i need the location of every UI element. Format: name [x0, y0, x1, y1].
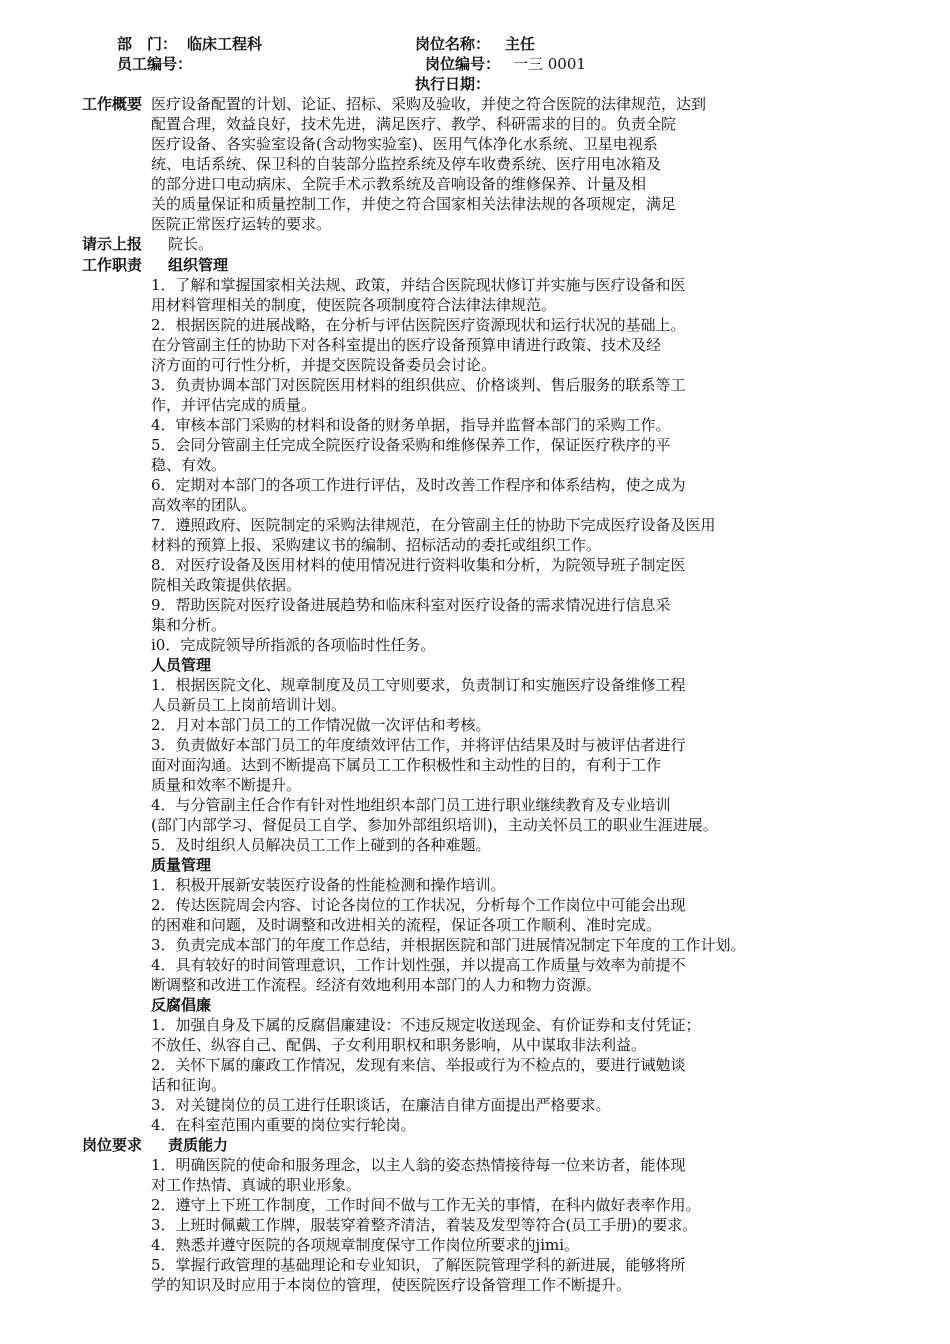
text-line: 医疗设备、各实验室设备(含动物实验室)、医用气体净化水系统、卫星电视系: [151, 135, 658, 153]
text-line: 材料的预算上报、采购建议书的编制、招标活动的委托或组织工作。: [151, 536, 602, 554]
ability-title: 责质能力: [168, 1136, 229, 1154]
text-line: 医院正常医疗运转的要求。: [151, 215, 332, 233]
text-line: 关的质量保证和质量控制工作，并使之符合国家相关法律法规的各项规定，满足: [151, 195, 677, 213]
text-line: 对工作热情、真诚的职业形象。: [151, 1176, 362, 1194]
post-no-label: 岗位编号：: [425, 55, 501, 73]
text-line: 7．遵照政府、医院制定的采购法律规范，在分管副主任的协助下完成医疗设备及医用: [151, 516, 716, 534]
text-line: 2．关怀下属的廉政工作情况，发现有来信、举报或行为不检点的，要进行诫勉谈: [151, 1056, 686, 1074]
text-line: 用材料管理相关的制度，使医院各项制度符合法律法律规范。: [151, 296, 557, 314]
text-line: 3．负责完成本部门的年度工作总结，并根据医院和部门进展情况制定下年度的工作计划。: [151, 936, 746, 954]
text-line: 的困难和问题，及时调整和改进相关的流程，保证各项工作顺利、准时完成。: [151, 916, 662, 934]
text-line: 3．负责做好本部门员工的年度绩效评估工作，并将评估结果及时与被评估者进行: [151, 736, 686, 754]
text-line: 面对面沟通。达到不断提高下属员工工作积极性和主动性的目的，有利于工作: [151, 756, 662, 774]
text-line: i0．完成院领导所指派的各项临时性任务。: [151, 636, 436, 654]
text-line: 话和征询。: [151, 1076, 227, 1094]
report-label: 请示上报: [82, 235, 143, 253]
text-line: 4．在科室范围内重要的岗位实行轮岗。: [151, 1116, 416, 1134]
text-line: 2．月对本部门员工的工作情况做一次评估和考核。: [151, 716, 491, 734]
text-line: 6．定期对本部门的各项工作进行评估，及时改善工作程序和体系结构，使之成为: [151, 476, 686, 494]
duties-label: 工作职责: [82, 256, 143, 274]
staff-title: 人员管理: [151, 656, 212, 674]
text-line: 配置合理，效益良好，技术先进，满足医疗、教学、科研需求的目的。负责全院: [151, 115, 677, 133]
text-line: 集和分析。: [151, 616, 227, 634]
text-line: 统、电话系统、保卫科的自装部分监控系统及停车收费系统、医疗用电冰箱及: [151, 155, 662, 173]
text-line: 不放任、纵容自己、配偶、子女利用职权和职务影响，从中谋取非法利益。: [151, 1036, 647, 1054]
report-value: 院长。: [168, 235, 214, 253]
text-line: (部门内部学习、督促员工自学、参加外部组织培训)，主动关怀员工的职业生涯进展。: [151, 816, 718, 834]
text-line: 2．传达医院周会内容、讨论各岗位的工作状况，分析每个工作岗位中可能会出现: [151, 896, 686, 914]
text-line: 4．具有较好的时间管理意识，工作计划性强，并以提高工作质量与效率为前提不: [151, 956, 686, 974]
text-line: 5．会同分管副主任完成全院医疗设备采购和维修保养工作，保证医疗秩序的平: [151, 436, 671, 454]
anti-title: 反腐倡廉: [151, 996, 212, 1014]
text-line: 9．帮助医院对医疗设备进展趋势和临床科室对医疗设备的需求情况进行信息采: [151, 596, 671, 614]
text-line: 医疗设备配置的计划、论证、招标、采购及验收，并使之符合医院的法律规范，达到: [151, 95, 707, 113]
text-line: 1．根据医院文化、规章制度及员工守则要求，负责制订和实施医疗设备维修工程: [151, 676, 686, 694]
dept-label: 部 门：: [117, 35, 178, 53]
employee-no-label: 员工编号：: [117, 55, 193, 73]
exec-date-label: 执行日期：: [415, 75, 491, 93]
text-line: 质量和效率不断提升。: [151, 776, 302, 794]
org-title: 组织管理: [168, 256, 229, 274]
text-line: 2．根据医院的进展战略，在分析与评估医院医疗资源现状和运行状况的基础上。: [151, 316, 686, 334]
text-line: 4．熟悉并遵守医院的各项规章制度保守工作岗位所要求的jimi。: [151, 1236, 580, 1254]
text-line: 济方面的可行性分析，并提交医院设备委员会讨论。: [151, 356, 497, 374]
post-no-value: 一三 0001: [513, 55, 586, 73]
dept-value: 临床工程科: [187, 35, 263, 53]
text-line: 1．了解和掌握国家相关法规、政策，并结合医院现状修订并实施与医疗设备和医: [151, 276, 686, 294]
quality-title: 质量管理: [151, 856, 212, 874]
overview-label: 工作概要: [82, 95, 143, 113]
text-line: 1．积极开展新安装医疗设备的性能检测和操作培训。: [151, 876, 506, 894]
text-line: 3．对关键岗位的员工进行任职谈话，在廉洁自律方面提出严格要求。: [151, 1096, 611, 1114]
text-line: 5．及时组织人员解决员工工作上碰到的各种难题。: [151, 836, 491, 854]
text-line: 人员新员工上岗前培训计划。: [151, 696, 347, 714]
text-line: 1．加强自身及下属的反腐倡廉建设：不违反规定收送现金、有价证券和支付凭证；: [151, 1016, 701, 1034]
text-line: 1．明确医院的使命和服务理念，以主人翁的姿态热情接待每一位来访者，能体现: [151, 1156, 686, 1174]
text-line: 学的知识及时应用于本岗位的管理，使医院医疗设备管理工作不断提升。: [151, 1276, 632, 1294]
post-name-value: 主任: [505, 35, 536, 53]
requirements-label: 岗位要求: [82, 1136, 143, 1154]
text-line: 在分管副主任的协助下对各科室提出的医疗设备预算申请进行政策、技术及经: [151, 336, 662, 354]
post-name-label: 岗位名称：: [415, 35, 491, 53]
text-line: 高效率的团队。: [151, 496, 257, 514]
text-line: 的部分进口电动病床、全院手术示教系统及音响设备的维修保养、计量及相: [151, 175, 647, 193]
text-line: 3．上班时佩戴工作牌，服装穿着整齐清洁，着装及发型等符合(员工手册)的要求。: [151, 1216, 698, 1234]
text-line: 稳、有效。: [151, 456, 227, 474]
text-line: 断调整和改进工作流程。经济有效地利用本部门的人力和物力资源。: [151, 976, 602, 994]
text-line: 5．掌握行政管理的基础理论和专业知识，了解医院管理学科的新进展，能够将所: [151, 1256, 686, 1274]
text-line: 4．审核本部门采购的材料和设备的财务单据，指导并监督本部门的采购工作。: [151, 416, 671, 434]
text-line: 2．遵守上下班工作制度，工作时间不做与工作无关的事情，在科内做好表率作用。: [151, 1196, 701, 1214]
text-line: 8．对医疗设备及医用材料的使用情况进行资料收集和分析，为院领导班子制定医: [151, 556, 686, 574]
text-line: 作，并评估完成的质量。: [151, 396, 317, 414]
text-line: 院相关政策提供依据。: [151, 576, 302, 594]
text-line: 3．负责协调本部门对医院医用材料的组织供应、价格谈判、售后服务的联系等工: [151, 376, 686, 394]
text-line: 4．与分管副主任合作有针对性地组织本部门员工进行职业继续教育及专业培训: [151, 796, 671, 814]
